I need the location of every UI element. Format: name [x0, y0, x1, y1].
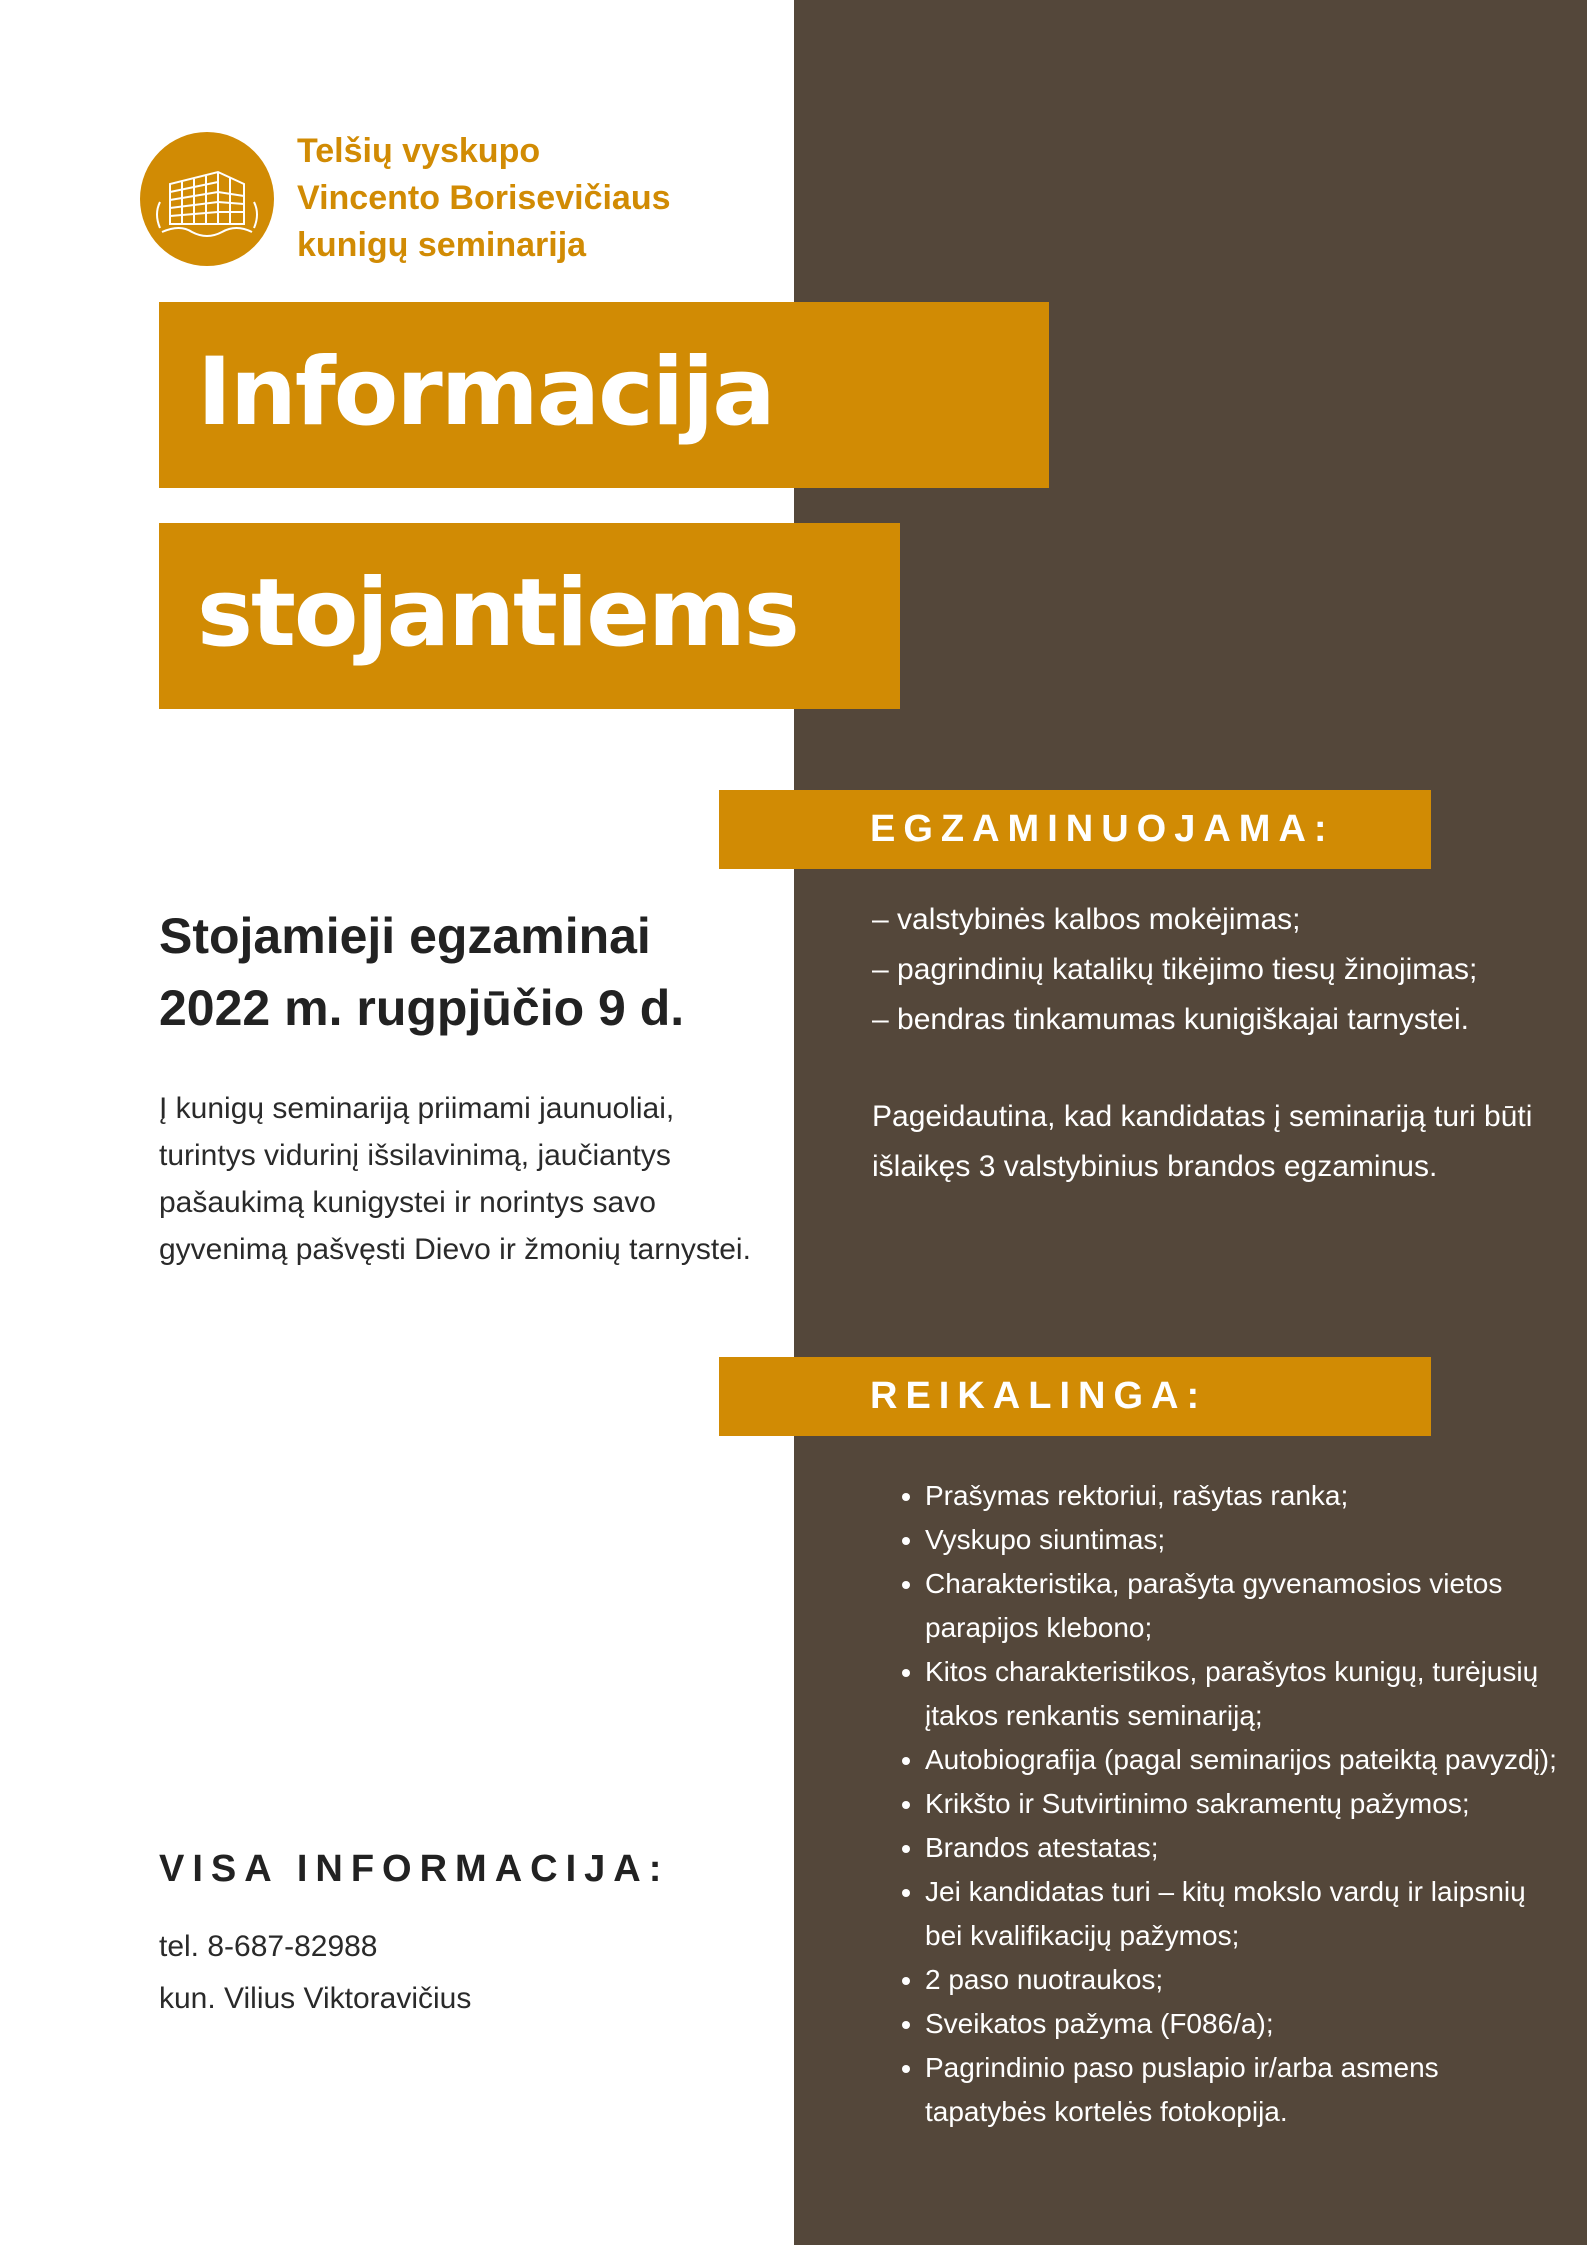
contact-phone: tel. 8-687-82988: [159, 1930, 378, 1963]
exam-heading-line-2: 2022 m. rugpjūčio 9 d.: [159, 980, 685, 1036]
list-item: • Krikšto ir Sutvirtinimo sakramentų pažymos;: [925, 1782, 1565, 1826]
list-item: – pagrindinių katalikų tikėjimo tiesų žinojimas;: [872, 953, 1478, 986]
list-item: • Kitos charakteristikos, parašytos kunigų, turėjusių įtakos renkantis seminariją;: [925, 1650, 1565, 1738]
required-heading: REIKALINGA:: [719, 1357, 1431, 1436]
seminary-name: [297, 128, 757, 269]
list-item: • Jei kandidatas turi – kitų mokslo vardų ir laipsnių bei kvalifikacijų pažymos;: [925, 1870, 1565, 1958]
title-line-2: stojantiems: [159, 523, 900, 709]
examined-list: [872, 895, 1552, 1045]
intro-text: Į kunigų seminariją priimami jaunuoliai, turintys vidurinį išsilavinimą, jaučiantys pašaukimą kunigystei ir norintys savo gyvenimą pašvęsti Dievo ir žmonių tarnystei.: [159, 1092, 751, 1266]
list-item: – valstybinės kalbos mokėjimas;: [872, 903, 1301, 936]
list-item: • Vyskupo siuntimas;: [925, 1518, 1565, 1562]
list-item: • Prašymas rektoriui, rašytas ranka;: [925, 1474, 1565, 1518]
list-item: • Sveikatos pažyma (F086/a);: [925, 2002, 1565, 2046]
examined-heading: EGZAMINUOJAMA:: [719, 790, 1431, 869]
exam-date-heading: [159, 900, 799, 1044]
exam-note: Pageidautina, kad kandidatas į seminariją turi būti išlaikęs 3 valstybinius brandos egzaminus.: [872, 1100, 1533, 1183]
exam-heading-line-1: Stojamieji egzaminai: [159, 908, 651, 964]
contact-person: kun. Vilius Viktoravičius: [159, 1982, 472, 2015]
title-line-1: Informacija: [159, 302, 1049, 488]
contact-heading: VISA INFORMACIJA:: [159, 1848, 670, 1890]
seminary-name-line-1: Telšių vyskupo: [297, 132, 541, 170]
list-item: • Brandos atestatas;: [925, 1826, 1565, 1870]
seminary-name-line-3: kunigų seminarija: [297, 226, 587, 264]
seminary-building-icon: [140, 132, 274, 266]
required-list: [892, 1474, 1565, 2134]
seminary-name-line-2: Vincento Borisevičiaus: [297, 179, 671, 217]
list-item: • Pagrindinio paso puslapio ir/arba asmens tapatybės kortelės fotokopija.: [925, 2046, 1565, 2134]
list-item: • Charakteristika, parašyta gyvenamosios vietos parapijos klebono;: [925, 1562, 1565, 1650]
list-item: • Autobiografija (pagal seminarijos pateiktą pavyzdį);: [925, 1738, 1565, 1782]
list-item: – bendras tinkamumas kunigiškajai tarnystei.: [872, 1003, 1469, 1036]
list-item: • 2 paso nuotraukos;: [925, 1958, 1565, 2002]
